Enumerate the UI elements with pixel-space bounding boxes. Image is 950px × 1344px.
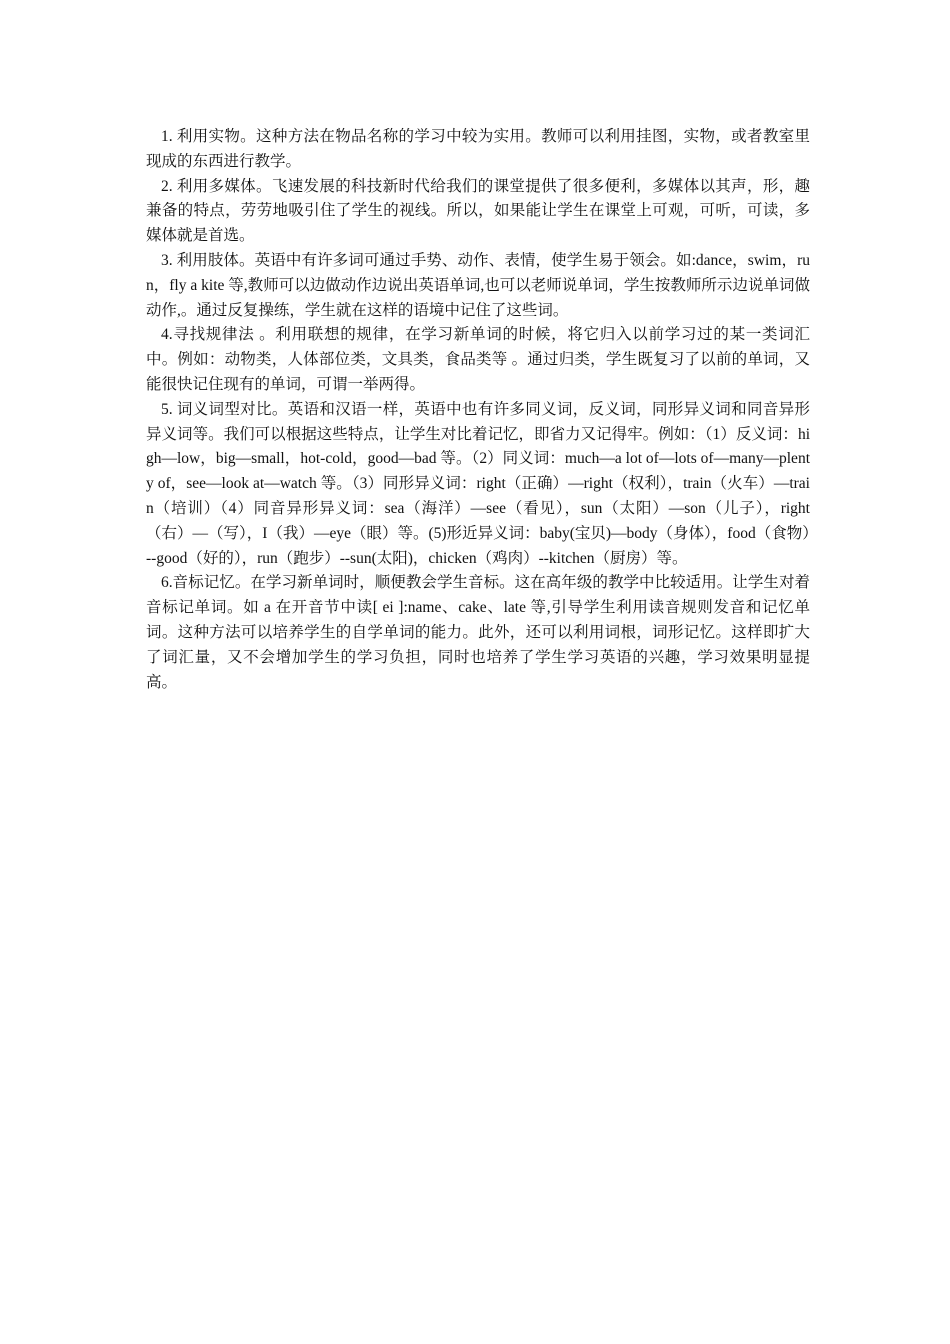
paragraph-4: 4.寻找规律法 。利用联想的规律，在学习新单词的时候，将它归入以前学习过的某一类词汇中。例如：动物类，人体部位类，文具类，食品类等 。通过归类，学生既复习了以前的单词，又能很快记住现有的单词，可谓一举两得。 <box>146 326 810 393</box>
paragraph-2: 2. 利用多媒体。飞速发展的科技新时代给我们的课堂提供了很多便利，多媒体以其声，形，趣兼备的特点，劳劳地吸引住了学生的视线。所以，如果能让学生在课堂上可观，可听，可读，多媒体就是首选。 <box>146 177 810 245</box>
paragraph-6: 6.音标记忆。在学习新单词时，顺便教会学生音标。这在高年级的教学中比较适用。让学生对着音标记单词。如 a 在开音节中读[ ei ]:name、cake、late 等,引导学生利用读音规则发音和记忆单词。这种方法可以培养学生的自学单词的能力。此外，还可以利用词根，词形记忆。这样即扩大了词汇量，又不会增加学生的学习负担，同时也培养了学生学习英语的兴趣，学习效果明显提高。 <box>146 574 810 691</box>
paragraph-1: 1. 利用实物。这种方法在物品名称的学习中较为实用。教师可以利用挂图，实物，或者教室里现成的东西进行教学。 <box>146 128 810 170</box>
paragraph-3: 3. 利用肢体。英语中有许多词可通过手势、动作、表情，使学生易于领会。如:dance，swim，run，fly a kite 等,教师可以边做动作边说出英语单词,也可以老师说单词，学生按教师所示边说单词做动作,。通过反复操练，学生就在这样的语境中记住了这些词。 <box>146 251 810 319</box>
paragraph-5: 5. 词义词型对比。英语和汉语一样，英语中也有许多同义词，反义词，同形异义词和同音异形异义词等。我们可以根据这些特点，让学生对比着记忆，即省力又记得牢。例如：（1）反义词：high—low，big—small，hot-cold，good—bad 等。（2）同义词：much—a lot of—lots of—many—plenty of，see—look at—watch 等。（3）同形异义词：right（正确）—right（权利），train（火车）—train（培训）（4）同音异形异义词：sea（海洋）—see（看见），sun（太阳）—son（儿子），right（右）—（写），I（我）—eye（眼）等。(5)形近异义词：baby(宝贝)—body（身体），food（食物）--good（好的），run（跑步）--sun(太阳)，chicken（鸡肉）--kitchen（厨房）等。 <box>146 400 810 567</box>
document-body <box>146 125 810 695</box>
